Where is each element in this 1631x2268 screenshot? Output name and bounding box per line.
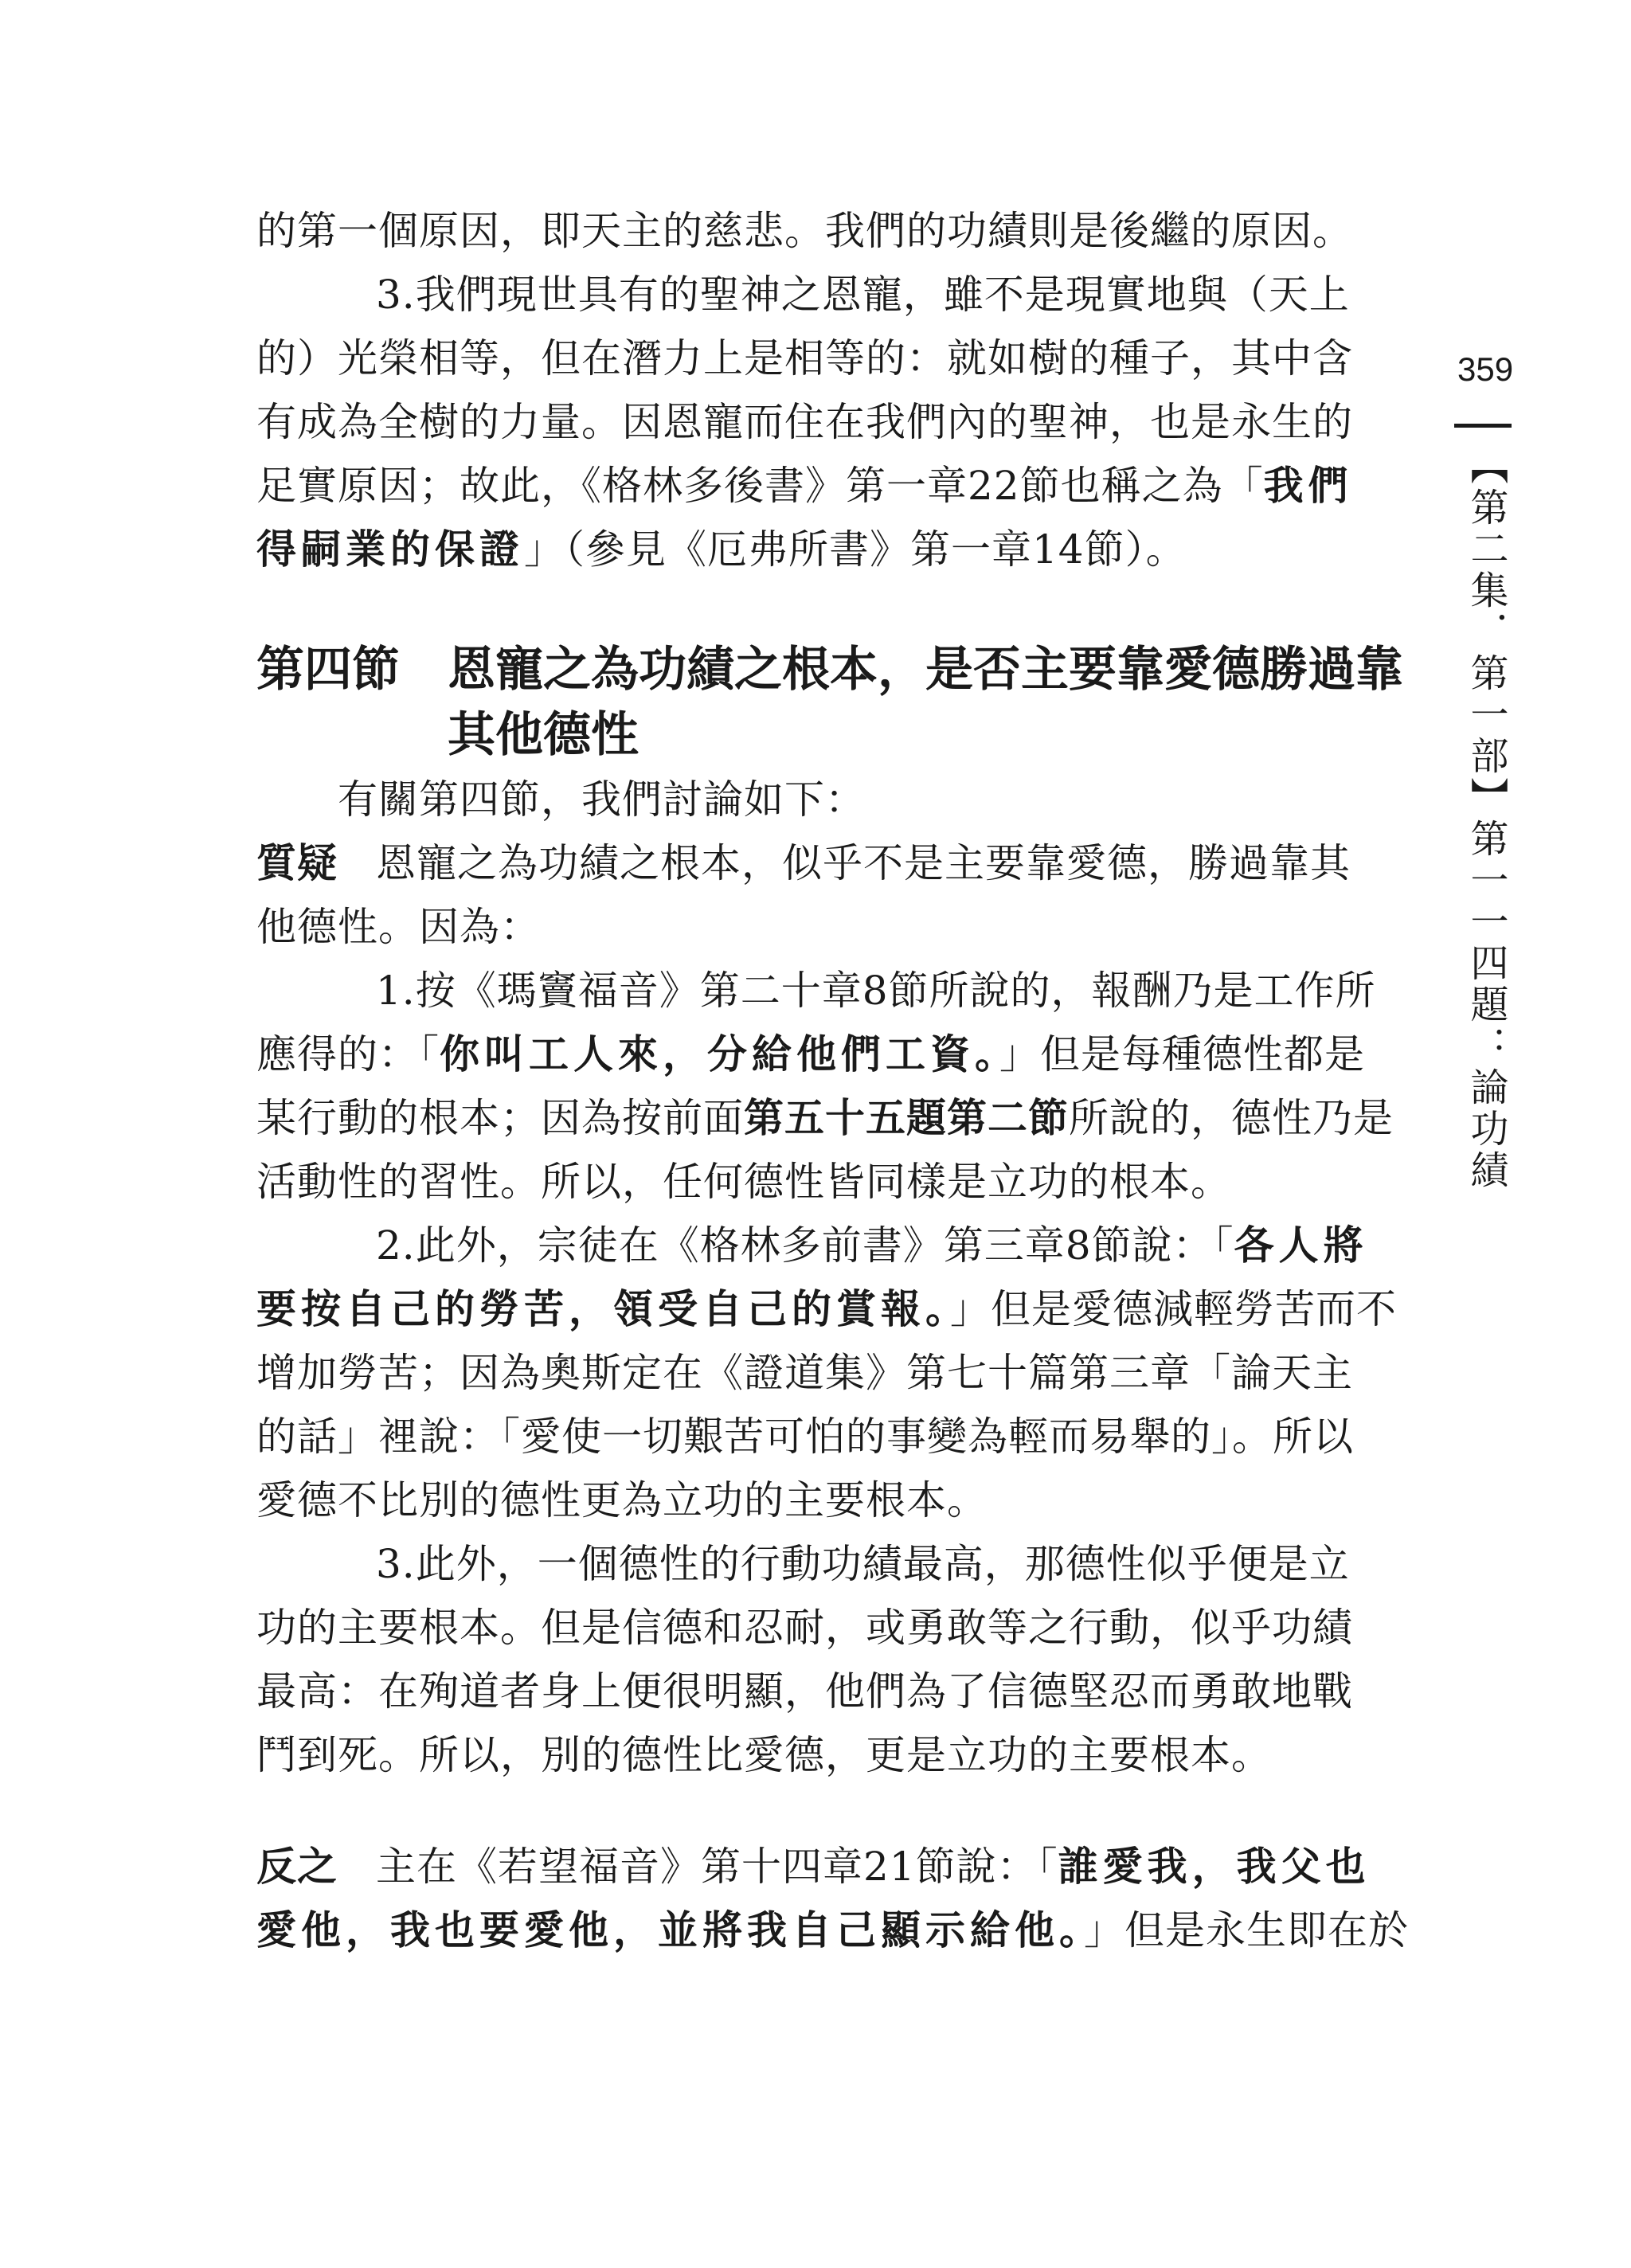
text-line [256, 1277, 1403, 1341]
section-title-cont: 其他德性 [448, 707, 639, 763]
spacer [256, 581, 1403, 637]
text-line: 最高：在殉道者身上便很明顯，他們為了信德堅忍而勇敢地戰 [256, 1668, 1353, 1715]
scripture-quote: 愛他，我也要愛他，並將我自己顯示給他。 [256, 1906, 1084, 1953]
scripture-quote: 我們 [1263, 462, 1353, 509]
text-line [256, 1835, 1403, 1898]
running-header: 【第二集．第一部】第一一四題：論功績 [1464, 446, 1508, 1191]
text-line: 的話」裡說：「愛使一切艱苦可怕的事變為輕而易舉的」。所以 [256, 1414, 1354, 1460]
text-line [256, 1023, 1403, 1086]
text-run: 」但是愛德減輕勞苦而不 [950, 1286, 1397, 1332]
text-run: 足實原因；故此，《格林多後書》第一章22節也稱之為「 [256, 463, 1264, 509]
text-line: 愛德不比別的德性更為立功的主要根本。 [256, 1477, 988, 1523]
text-run: 」但是永生即在於 [1084, 1907, 1409, 1953]
text-line: 有成為全樹的力量。因恩寵而住在我們內的聖神，也是永生的 [256, 399, 1353, 445]
text-line: 功的主要根本。但是信德和忍耐，或勇敢等之行動，似乎功績 [256, 1605, 1353, 1651]
text-line [256, 1214, 1403, 1277]
text-run: 」但是每種德性都是 [999, 1031, 1365, 1077]
text-line [256, 454, 1403, 518]
text-line [256, 1898, 1409, 1962]
section-intro: 有關第四節，我們討論如下： [338, 776, 866, 823]
text-line: 他德性。因為： [256, 904, 541, 950]
text-line: 3.此外，一個德性的行動功績最高，那德性似乎便是立 [376, 1541, 1350, 1587]
text-line: 1.按《瑪竇福音》第二十章8節所說的，報酬乃是工作所 [376, 968, 1376, 1014]
text-line: 活動性的習性。所以，任何德性皆同樣是立功的根本。 [256, 1159, 1231, 1205]
text-run: 主在《若望福音》第十四章21節說：「 [376, 1844, 1058, 1890]
text-line: 3.我們現世具有的聖神之恩寵，雖不是現實地與（天上 [376, 272, 1350, 318]
text-run: 應得的：「 [256, 1031, 440, 1077]
text-run: 所說的，德性乃是 [1069, 1095, 1394, 1141]
text-run: 某行動的根本；因為按前面 [256, 1095, 744, 1141]
objection-label: 質疑 [256, 840, 338, 886]
cross-reference: 第五十五題第二節 [744, 1094, 1069, 1141]
scripture-quote: 各人將 [1234, 1222, 1368, 1269]
contrary-label: 反之 [256, 1844, 338, 1890]
scripture-quote: 你叫工人來，分給他們工資。 [440, 1030, 999, 1077]
main-text [256, 199, 1409, 1962]
section-title: 恩寵之為功績之根本，是否主要靠愛德勝過靠 [448, 642, 1403, 698]
scripture-quote: 誰愛我，我父也 [1058, 1843, 1371, 1890]
text-line: 的）光榮相等，但在潛力上是相等的：就如樹的種子，其中含 [256, 335, 1353, 381]
margin-rule [1454, 424, 1512, 428]
text-run: 」（參見《厄弗所書》第一章14節）。 [524, 526, 1187, 573]
text-run: 2.此外，宗徒在《格林多前書》第三章8節說：「 [376, 1222, 1234, 1269]
scripture-quote: 要按自己的勞苦，領受自己的賞報。 [256, 1285, 950, 1332]
section-heading [256, 637, 1403, 702]
section-number: 第四節 [256, 642, 400, 698]
text-line: 增加勞苦；因為奧斯定在《證道集》第七十篇第三章「論天主 [256, 1350, 1353, 1396]
page-number: 359 [1457, 350, 1514, 388]
text-line: 鬥到死。所以，別的德性比愛德，更是立功的主要根本。 [256, 1732, 1272, 1778]
text-run: 恩寵之為功績之根本，似乎不是主要靠愛德，勝過靠其 [376, 840, 1351, 886]
text-line [256, 831, 1403, 895]
text-line [256, 518, 1403, 581]
text-line: 的第一個原因，即天主的慈悲。我們的功績則是後繼的原因。 [256, 208, 1353, 254]
text-line [256, 1086, 1403, 1150]
scripture-quote: 得嗣業的保證 [256, 526, 524, 573]
spacer [256, 1787, 1403, 1835]
